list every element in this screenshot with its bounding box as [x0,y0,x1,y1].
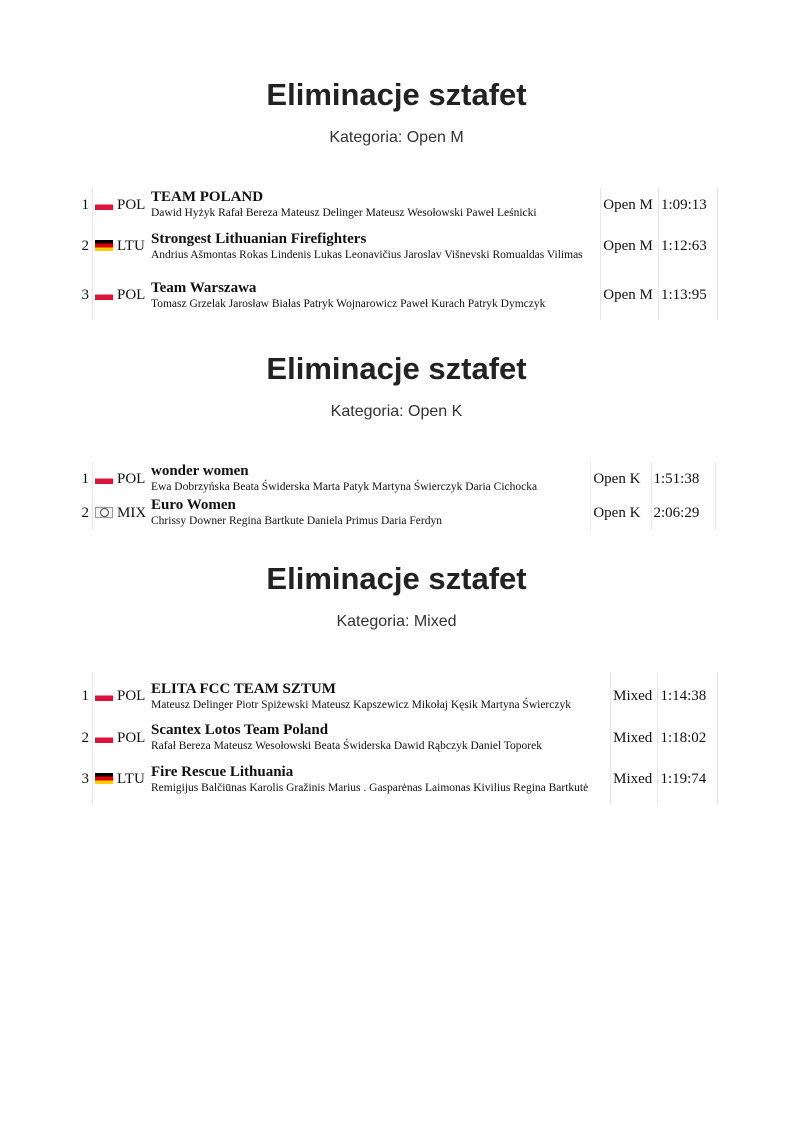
time: 1:13:95 [658,271,717,320]
country-code: MIX [117,504,147,521]
team-cell [149,222,601,271]
category: Open M [601,188,659,222]
country-code: POL [117,729,146,746]
time: 1:51:38 [651,462,715,496]
country-cell [93,496,150,530]
poland-flag-icon [95,199,113,210]
team-name: wonder women [151,463,249,479]
team-members: Remigijus Balčiūnas Karolis Gražinis Marius . Gasparėnas Laimonas Kivilius Regina Bartkutė [151,781,589,794]
poland-flag-icon [95,732,113,743]
poland-flag-icon [95,473,113,484]
results-table-open-k [76,462,716,530]
table-row [76,462,716,496]
flag-icon [95,773,113,784]
table-row [76,496,716,530]
time: 1:09:13 [658,188,717,222]
team-cell [149,462,591,496]
category: Open M [601,271,659,320]
team-cell [149,755,611,804]
team-members: Tomasz Grzelak Jarosław Białas Patryk Wojnarowicz Paweł Kurach Patryk Dymczyk [151,297,546,310]
country-cell [93,462,150,496]
country-code: LTU [117,238,145,254]
country-cell [93,222,150,271]
time: 1:18:02 [658,721,718,755]
country-code: LTU [117,771,145,787]
category: Mixed [611,672,658,721]
team-cell [149,188,601,222]
position: 3 [76,755,93,804]
results-table-mixed [76,672,718,804]
section-title: Eliminacje sztafet [266,77,527,112]
table-row [76,271,718,320]
team-members: Chrissy Downer Regina Bartkute Daniela Primus Daria Ferdyn [151,515,442,527]
table-row [76,755,718,804]
country-cell [93,721,150,755]
team-name: TEAM POLAND [151,189,264,205]
team-members: Rafał Bereza Mateusz Wesołowski Beata Świderska Dawid Rąbczyk Daniel Toporek [151,740,542,752]
category: Open K [591,496,651,530]
team-name: Euro Women [151,497,236,513]
team-members: Andrius Ašmontas Rokas Lindenis Lukas Leonavičius Jaroslav Višnevski Romualdas Vilimas [151,248,583,261]
team-cell [149,672,611,721]
team-name: Scantex Lotos Team Poland [151,722,329,738]
table-row [76,721,718,755]
country-cell [93,271,150,320]
position: 2 [76,721,93,755]
country-code: POL [117,688,146,704]
category-label: Kategoria: Open K [330,403,463,420]
category-label: Kategoria: Mixed [336,613,457,630]
team-members: Dawid Hyżyk Rafał Bereza Mateusz Delinger Mateusz Wesołowski Paweł Leśnicki [151,207,537,219]
country-code: POL [117,470,146,487]
country-cell [93,755,150,804]
time: 1:14:38 [658,672,718,721]
team-name: Strongest Lithuanian Firefighters [151,230,367,247]
position: 2 [76,222,93,271]
team-cell [149,271,601,320]
category: Open K [591,462,651,496]
team-members: Ewa Dobrzyńska Beata Świderska Marta Patyk Martyna Świerczyk Daria Cichocka [151,481,538,493]
country-code: POL [117,196,146,213]
position: 1 [76,188,93,222]
position: 1 [76,462,93,496]
team-name: ELITA FCC TEAM SZTUM [151,680,336,697]
results-table-open-m [76,188,718,320]
time: 1:12:63 [658,222,717,271]
team-cell [149,496,591,530]
country-code: POL [117,287,146,303]
poland-flag-icon [95,690,113,701]
position: 1 [76,672,93,721]
table-row [76,222,718,271]
poland-flag-icon [95,289,113,300]
team-name: Team Warszawa [151,279,257,296]
time: 1:19:74 [658,755,718,804]
position: 3 [76,271,93,320]
team-cell [149,721,611,755]
category-label: Kategoria: Open M [329,129,464,146]
category: Mixed [611,755,658,804]
team-name: Fire Rescue Lithuania [151,763,294,780]
globe-flag-icon [95,507,113,518]
position: 2 [76,496,93,530]
flag-icon [95,240,113,251]
country-cell [93,672,150,721]
section-title: Eliminacje sztafet [266,351,527,386]
table-row [76,672,718,721]
team-members: Mateusz Delinger Piotr Spiżewski Mateusz Kapszewicz Mikołaj Kęsik Martyna Świerczyk [151,698,571,711]
category: Mixed [611,721,658,755]
category: Open M [601,222,659,271]
table-row [76,188,718,222]
time: 2:06:29 [651,496,715,530]
section-title: Eliminacje sztafet [266,561,527,596]
country-cell [93,188,150,222]
